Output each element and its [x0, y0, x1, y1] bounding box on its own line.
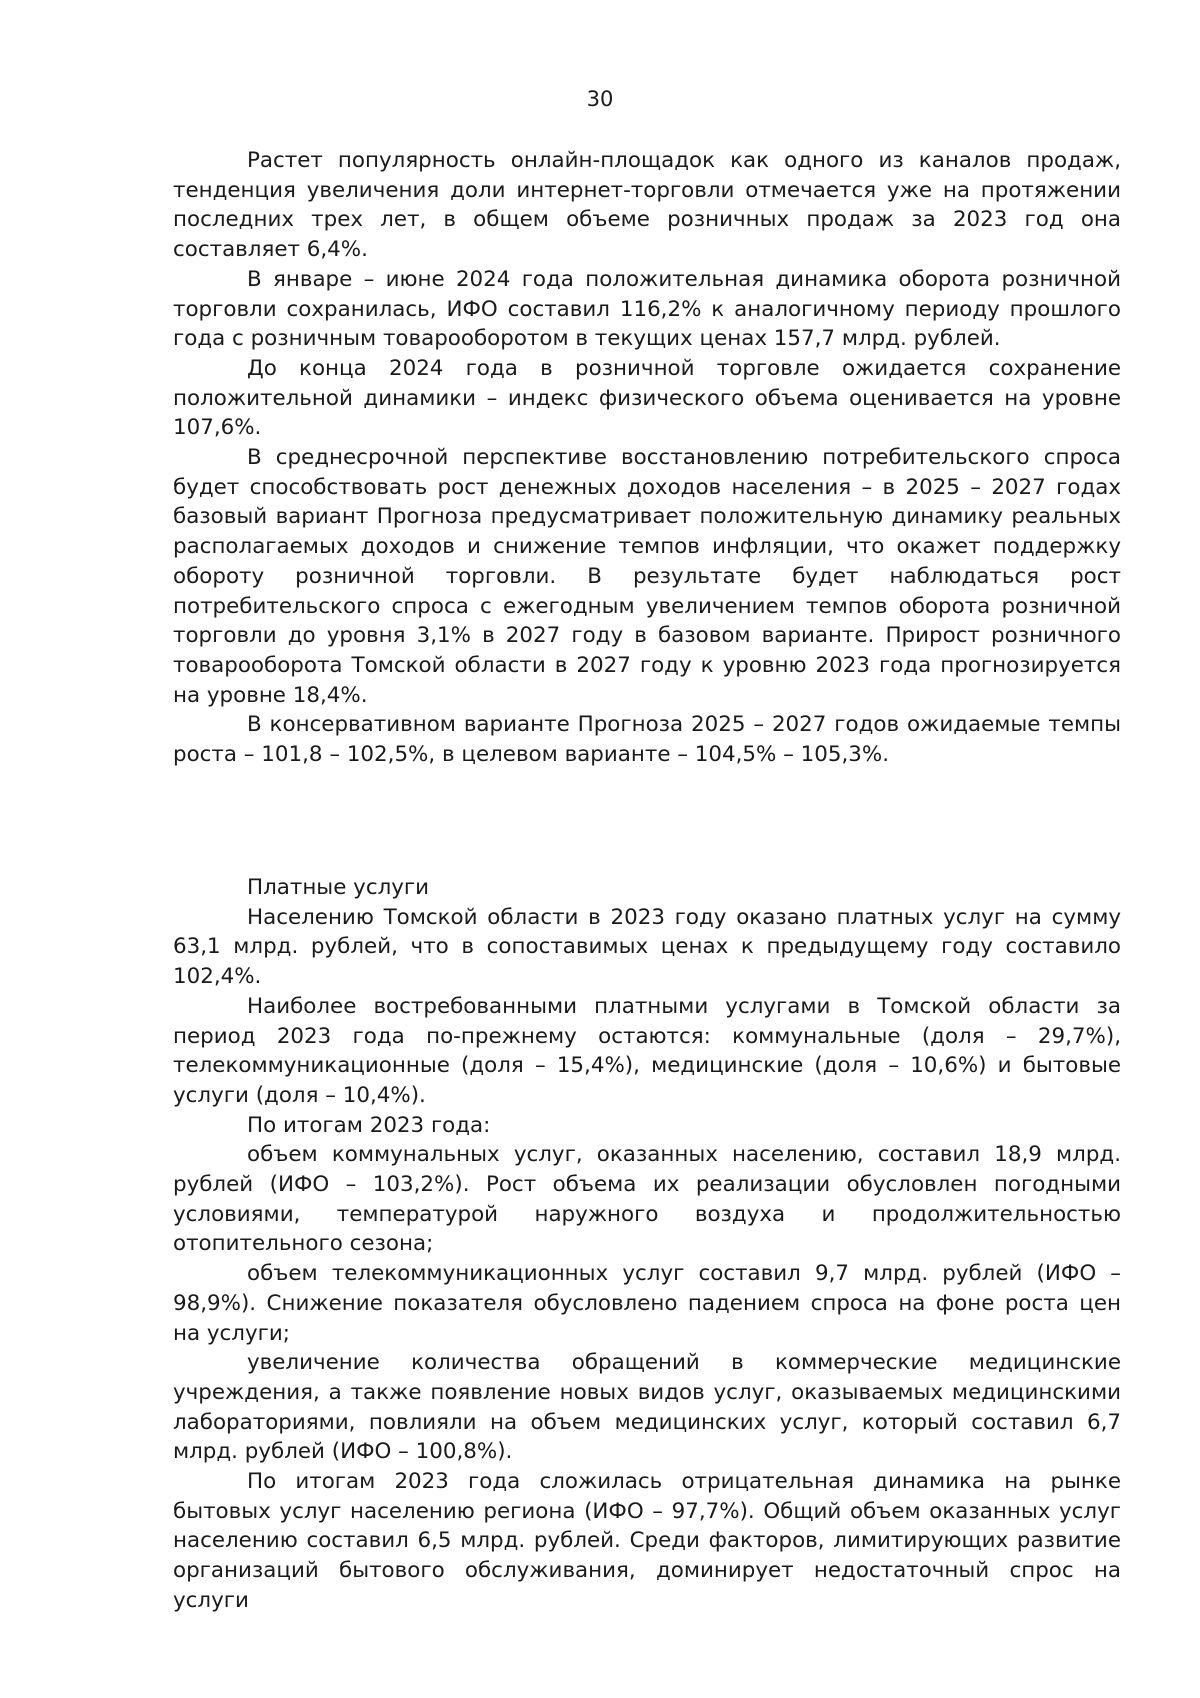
paragraph: Населению Томской области в 2023 году оказано платных услуг на сумму 63,1 млрд. рублей, что в сопоставимых ценах к предыдущему году составило 102,4%. [173, 904, 1121, 990]
paragraph: В среднесрочной перспективе восстановлению потребительского спроса будет способствовать рост денежных доходов населения – в 2025 – 2027 годах базовый вариант Прогноза предусматривает положительную динамику реальных располагаемых доходов и снижение темпов инфляции, что окажет поддержку обороту розничной торговли. В результате будет наблюдаться рост потребительского спроса с ежегодным увеличением темпов оборота розничной торговли до уровня 3,1% в 2027 году в базовом варианте. Прирост розничного товарооборота Томской области в 2027 году к уровню 2023 года прогнозируется на уровне 18,4%. [173, 445, 1121, 708]
paragraph: В январе – июне 2024 года положительная динамика оборота розничной торговли сохранилась, ИФО составил 116,2% к аналогичному периоду прошлого года с розничным товарооборотом в текущих ценах 157,7 млрд. рублей. [173, 266, 1121, 352]
paragraph: В консервативном варианте Прогноза 2025 – 2027 годов ожидаемые темпы роста – 101,8 – 102,5%, в целевом варианте – 104,5% – 105,3%. [173, 712, 1121, 768]
paragraph: увеличение количества обращений в коммерческие медицинские учреждения, а также появление новых видов услуг, оказываемых медицинскими лабораториями, повлияли на объем медицинских услуг, который составил 6,7 млрд. рублей (ИФО – 100,8%). [173, 1350, 1121, 1465]
paragraph: По итогам 2023 года: [247, 1112, 491, 1138]
retail-trade-section [173, 146, 1121, 770]
page-number: 30 [586, 87, 614, 111]
paragraph: объем коммунальных услуг, оказанных населению, составил 18,9 млрд. рублей (ИФО – 103,2%). Рост объема их реализации обусловлен погодными условиями, температурой наружного воздуха и продолжительностью отопительного сезона; [173, 1142, 1121, 1257]
paragraph: Растет популярность онлайн-площадок как одного из каналов продаж, тенденция увеличения доли интернет-торговли отмечается уже на протяжении последних трех лет, в общем объеме розничных продаж за 2023 год она составляет 6,4%. [173, 148, 1121, 263]
paid-services-section [173, 873, 1121, 1616]
paragraph: объем телекоммуникационных услуг составил 9,7 млрд. рублей (ИФО – 98,9%). Снижение показателя обусловлено падением спроса на фоне роста цен на услуги; [173, 1261, 1121, 1346]
paragraph: До конца 2024 года в розничной торговле ожидается сохранение положительной динамики – индекс физического объема оценивается на уровне 107,6%. [173, 355, 1121, 441]
paragraph: Наиболее востребованными платными услугами в Томской области за период 2023 года по-прежнему остаются: коммунальные (доля – 29,7%), телекоммуникационные (доля – 15,4%), медицинские (доля – 10,6%) и бытовые услуги (доля – 10,4%). [173, 993, 1121, 1108]
paragraph: По итогам 2023 года сложилась отрицательная динамика на рынке бытовых услуг населению региона (ИФО – 97,7%). Общий объем оказанных услуг населению составил 6,5 млрд. рублей. Среди факторов, лимитирующих развитие организаций бытового обслуживания, доминирует недостаточный спрос на услуги [173, 1469, 1121, 1613]
section-title: Платные услуги [247, 875, 430, 900]
